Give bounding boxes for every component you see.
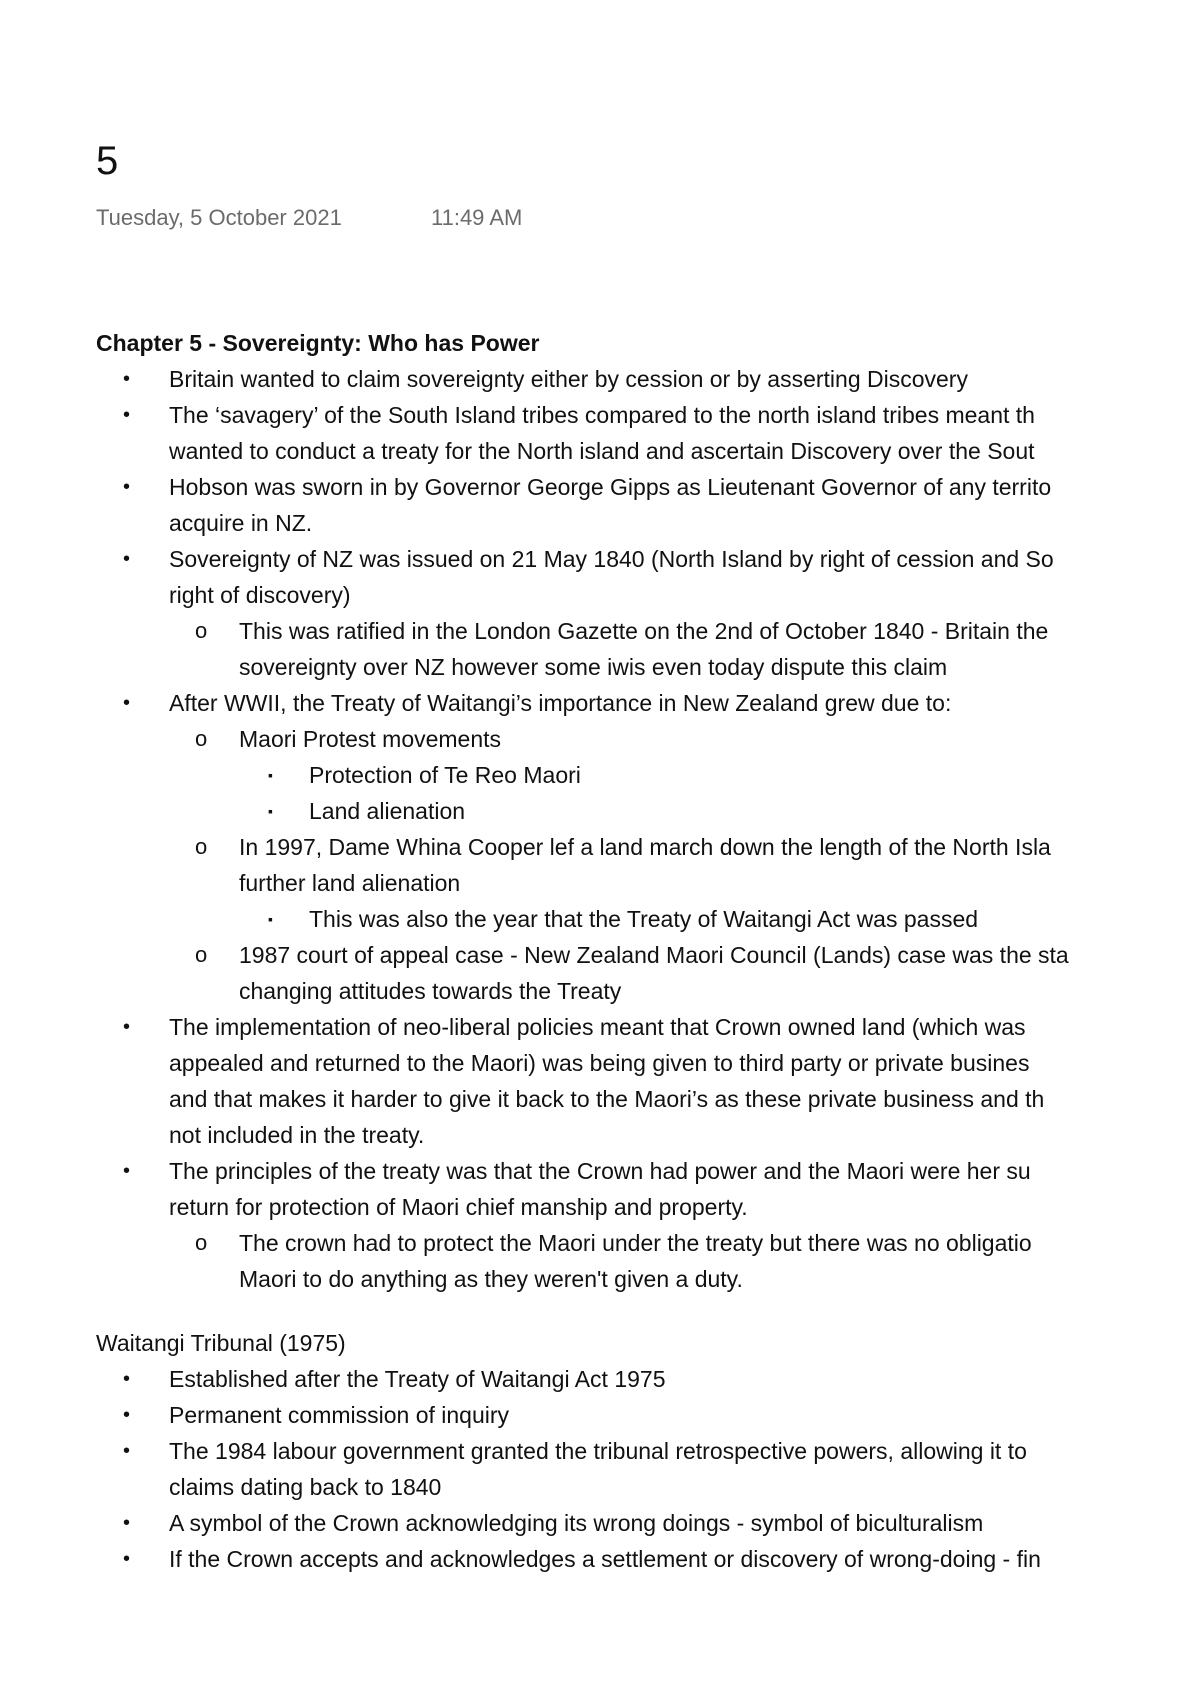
list-item-text: Britain wanted to claim sovereignty either by cession or by asserting Discovery (169, 366, 968, 392)
list-item-text: A symbol of the Crown acknowledging its wrong doings - symbol of biculturalism (169, 1510, 984, 1536)
sub-list-item-text: The crown had to protect the Maori under the treaty but there was no obligatio (239, 1230, 1032, 1256)
list-item (96, 361, 1200, 397)
sub-list-item-text: 1987 court of appeal case - New Zealand Maori Council (Lands) case was the sta (239, 942, 1069, 968)
sub-list-item (169, 721, 1200, 829)
sub-list-item-text: sovereignty over NZ however some iwis even today dispute this claim (239, 654, 948, 680)
list-item (96, 1153, 1200, 1297)
list-item-text: and that makes it harder to give it back to the Maori’s as these private business and th (169, 1086, 1045, 1112)
sub-list-item-text: In 1997, Dame Whina Cooper lef a land march down the length of the North Isla (239, 834, 1051, 860)
list-item (96, 1361, 1200, 1397)
list-item (96, 1009, 1200, 1153)
list-item (96, 1433, 1200, 1505)
page-time: 11:49 AM (431, 205, 523, 230)
list-item-text: Sovereignty of NZ was issued on 21 May 1840 (North Island by right of cession and So (169, 546, 1054, 572)
bullet-list (96, 1361, 1200, 1577)
bullet-marker: • (123, 476, 131, 498)
list-item-text: The implementation of neo-liberal policies meant that Crown owned land (which was (169, 1014, 1026, 1040)
sub-sub-list (239, 901, 1200, 937)
sub-list-item (169, 937, 1200, 1009)
bullet-marker: • (123, 548, 131, 570)
list-item-text: wanted to conduct a treaty for the North island and ascertain Discovery over the Sout (169, 438, 1035, 464)
section-heading-tribunal: Waitangi Tribunal (1975) (96, 1330, 346, 1356)
circle-marker: o (195, 1230, 208, 1255)
list-item (96, 469, 1200, 541)
sub-list-item (169, 829, 1200, 937)
list-item (96, 541, 1200, 685)
circle-marker: o (195, 618, 208, 643)
list-item-text: Permanent commission of inquiry (169, 1402, 510, 1428)
bullet-marker: • (123, 1368, 131, 1390)
list-item-text: acquire in NZ. (169, 510, 313, 536)
square-marker: ▪ (268, 803, 273, 819)
bullet-list (96, 361, 1200, 1297)
sub-list-item-text: This was ratified in the London Gazette on the 2nd of October 1840 - Britain the (239, 618, 1049, 644)
list-item-text: After WWII, the Treaty of Waitangi’s importance in New Zealand grew due to: (169, 690, 952, 716)
circle-marker: o (195, 942, 208, 967)
list-item-text: return for protection of Maori chief manship and property. (169, 1194, 748, 1220)
bullet-marker: • (123, 404, 131, 426)
square-marker: ▪ (268, 911, 273, 927)
sub-list-item (169, 1225, 1200, 1297)
page-timestamp (96, 204, 523, 232)
note-body (96, 325, 1200, 1577)
bullet-marker: • (123, 368, 131, 390)
sub-sub-list-item (239, 793, 1200, 829)
list-item-text: right of discovery) (169, 582, 351, 608)
bullet-marker: • (123, 1440, 131, 1462)
page-title: 5 (96, 139, 119, 183)
list-item-text: If the Crown accepts and acknowledges a settlement or discovery of wrong-doing - fin (169, 1546, 1041, 1572)
sub-list-item-text: changing attitudes towards the Treaty (239, 978, 622, 1004)
square-marker: ▪ (268, 767, 273, 783)
bullet-marker: • (123, 1548, 131, 1570)
section-heading-sovereignty: Chapter 5 - Sovereignty: Who has Power (96, 330, 540, 356)
list-item-text: Established after the Treaty of Waitangi Act 1975 (169, 1366, 666, 1392)
circle-marker: o (195, 834, 208, 859)
list-item (96, 1505, 1200, 1541)
sub-list (169, 1225, 1200, 1297)
sub-list (169, 613, 1200, 685)
list-item (96, 397, 1200, 469)
sub-sub-list-item-text: Land alienation (309, 798, 466, 824)
sub-list-item-text: further land alienation (239, 870, 461, 896)
page-date: Tuesday, 5 October 2021 (96, 205, 342, 230)
list-item-text: not included in the treaty. (169, 1122, 425, 1148)
bullet-marker: • (123, 1016, 131, 1038)
list-item-text: The 1984 labour government granted the tribunal retrospective powers, allowing it to (169, 1438, 1027, 1464)
bullet-marker: • (123, 1404, 131, 1426)
sub-list-item-text: Maori to do anything as they weren't given a duty. (239, 1266, 743, 1292)
sub-sub-list-item (239, 757, 1200, 793)
sub-sub-list-item-text: This was also the year that the Treaty of Waitangi Act was passed (309, 906, 979, 932)
sub-list-item-text: Maori Protest movements (239, 726, 502, 752)
circle-marker: o (195, 726, 208, 751)
list-item (96, 1541, 1200, 1577)
list-item-text: The principles of the treaty was that the Crown had power and the Maori were her su (169, 1158, 1031, 1184)
list-item (96, 685, 1200, 1009)
bullet-marker: • (123, 1512, 131, 1534)
list-item-text: The ‘savagery’ of the South Island tribes compared to the north island tribes meant th (169, 402, 1035, 428)
sub-sub-list-item-text: Protection of Te Reo Maori (309, 762, 581, 788)
sub-sub-list (239, 757, 1200, 829)
sub-list (169, 721, 1200, 1009)
list-item-text: Hobson was sworn in by Governor George Gipps as Lieutenant Governor of any territo (169, 474, 1052, 500)
bullet-marker: • (123, 692, 131, 714)
list-item-text: claims dating back to 1840 (169, 1474, 442, 1500)
list-item-text: appealed and returned to the Maori) was being given to third party or private busines (169, 1050, 1030, 1076)
bullet-marker: • (123, 1160, 131, 1182)
section-spacer (96, 1297, 1200, 1325)
sub-sub-list-item (239, 901, 1200, 937)
list-item (96, 1397, 1200, 1433)
sub-list-item (169, 613, 1200, 685)
